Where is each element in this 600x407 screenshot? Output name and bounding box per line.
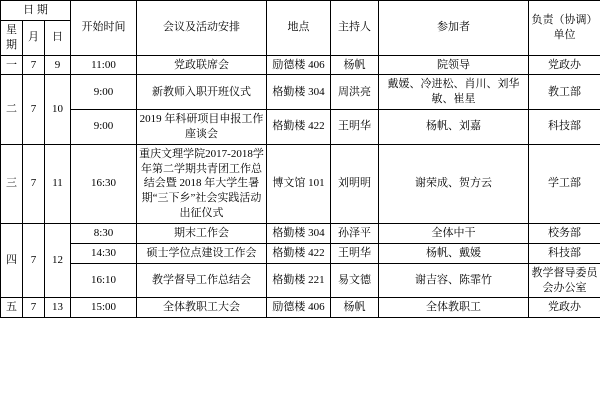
cell-host: 易文德	[331, 263, 379, 298]
cell-host: 杨帆	[331, 298, 379, 318]
cell-attendees: 戴媛、冷进松、肖川、刘华敏、崔星	[379, 75, 529, 110]
table-row	[1, 263, 600, 298]
cell-weekday: 五	[1, 298, 23, 318]
cell-attendees: 院领导	[379, 55, 529, 75]
header-attendees: 参加者	[379, 1, 529, 56]
cell-event: 期末工作会	[137, 223, 267, 243]
header-event: 会议及活动安排	[137, 1, 267, 56]
cell-weekday: 四	[1, 223, 23, 297]
cell-start-time: 9:00	[71, 75, 137, 110]
cell-month: 7	[23, 55, 45, 75]
cell-event: 新教师入职开班仪式	[137, 75, 267, 110]
table-body	[1, 55, 600, 318]
cell-host: 孙泽平	[331, 223, 379, 243]
cell-dept: 科技部	[529, 243, 600, 263]
cell-dept: 学工部	[529, 144, 600, 223]
cell-host: 王明华	[331, 110, 379, 145]
cell-start-time: 15:00	[71, 298, 137, 318]
cell-weekday: 一	[1, 55, 23, 75]
cell-month: 7	[23, 298, 45, 318]
cell-dept: 教学督导委员会办公室	[529, 263, 600, 298]
cell-event: 2019 年科研项目申报工作座谈会	[137, 110, 267, 145]
cell-place: 励德楼 406	[267, 298, 331, 318]
header-week: 星期	[1, 20, 23, 55]
cell-place: 格勤楼 422	[267, 243, 331, 263]
table-row	[1, 298, 600, 318]
cell-event: 重庆文理学院2017-2018学年第二学期共青团工作总结会暨 2018 年大学生暑期“三下乡”社会实践活动出征仪式	[137, 144, 267, 223]
cell-host: 刘明明	[331, 144, 379, 223]
cell-attendees: 谢吉容、陈霏竹	[379, 263, 529, 298]
cell-dept: 科技部	[529, 110, 600, 145]
cell-place: 励德楼 406	[267, 55, 331, 75]
header-dept: 负责（协调）单位	[529, 1, 600, 56]
cell-place: 格勤楼 304	[267, 223, 331, 243]
table-row	[1, 223, 600, 243]
cell-start-time: 8:30	[71, 223, 137, 243]
header-place: 地点	[267, 1, 331, 56]
cell-attendees: 全体中干	[379, 223, 529, 243]
cell-dept: 校务部	[529, 223, 600, 243]
cell-place: 博文馆 101	[267, 144, 331, 223]
cell-place: 格勤楼 304	[267, 75, 331, 110]
header-host: 主持人	[331, 1, 379, 56]
cell-event: 硕士学位点建设工作会	[137, 243, 267, 263]
table-row	[1, 75, 600, 110]
cell-host: 王明华	[331, 243, 379, 263]
cell-dept: 党政办	[529, 298, 600, 318]
cell-host: 周洪亮	[331, 75, 379, 110]
cell-month: 7	[23, 223, 45, 297]
cell-month: 7	[23, 75, 45, 144]
table-row	[1, 110, 600, 145]
cell-dept: 党政办	[529, 55, 600, 75]
cell-event: 党政联席会	[137, 55, 267, 75]
table-row	[1, 243, 600, 263]
table-row	[1, 55, 600, 75]
cell-start-time: 9:00	[71, 110, 137, 145]
cell-place: 格勤楼 422	[267, 110, 331, 145]
cell-attendees: 杨帆、戴媛	[379, 243, 529, 263]
cell-day: 12	[45, 223, 71, 297]
cell-start-time: 14:30	[71, 243, 137, 263]
table-header	[1, 1, 600, 56]
cell-event: 全体教职工大会	[137, 298, 267, 318]
cell-month: 7	[23, 144, 45, 223]
cell-weekday: 二	[1, 75, 23, 144]
cell-attendees: 全体教职工	[379, 298, 529, 318]
cell-start-time: 16:30	[71, 144, 137, 223]
header-start-time: 开始时间	[71, 1, 137, 56]
header-day: 日	[45, 20, 71, 55]
cell-host: 杨帆	[331, 55, 379, 75]
cell-day: 10	[45, 75, 71, 144]
cell-attendees: 谢荣成、贺方云	[379, 144, 529, 223]
cell-start-time: 11:00	[71, 55, 137, 75]
header-date-group: 日 期	[1, 1, 71, 21]
cell-dept: 教工部	[529, 75, 600, 110]
cell-attendees: 杨帆、刘嘉	[379, 110, 529, 145]
cell-start-time: 16:10	[71, 263, 137, 298]
cell-day: 11	[45, 144, 71, 223]
cell-place: 格勤楼 221	[267, 263, 331, 298]
cell-day: 9	[45, 55, 71, 75]
table-row	[1, 144, 600, 223]
cell-day: 13	[45, 298, 71, 318]
cell-weekday: 三	[1, 144, 23, 223]
header-month: 月	[23, 20, 45, 55]
header-row-1	[1, 1, 600, 21]
cell-event: 教学督导工作总结会	[137, 263, 267, 298]
